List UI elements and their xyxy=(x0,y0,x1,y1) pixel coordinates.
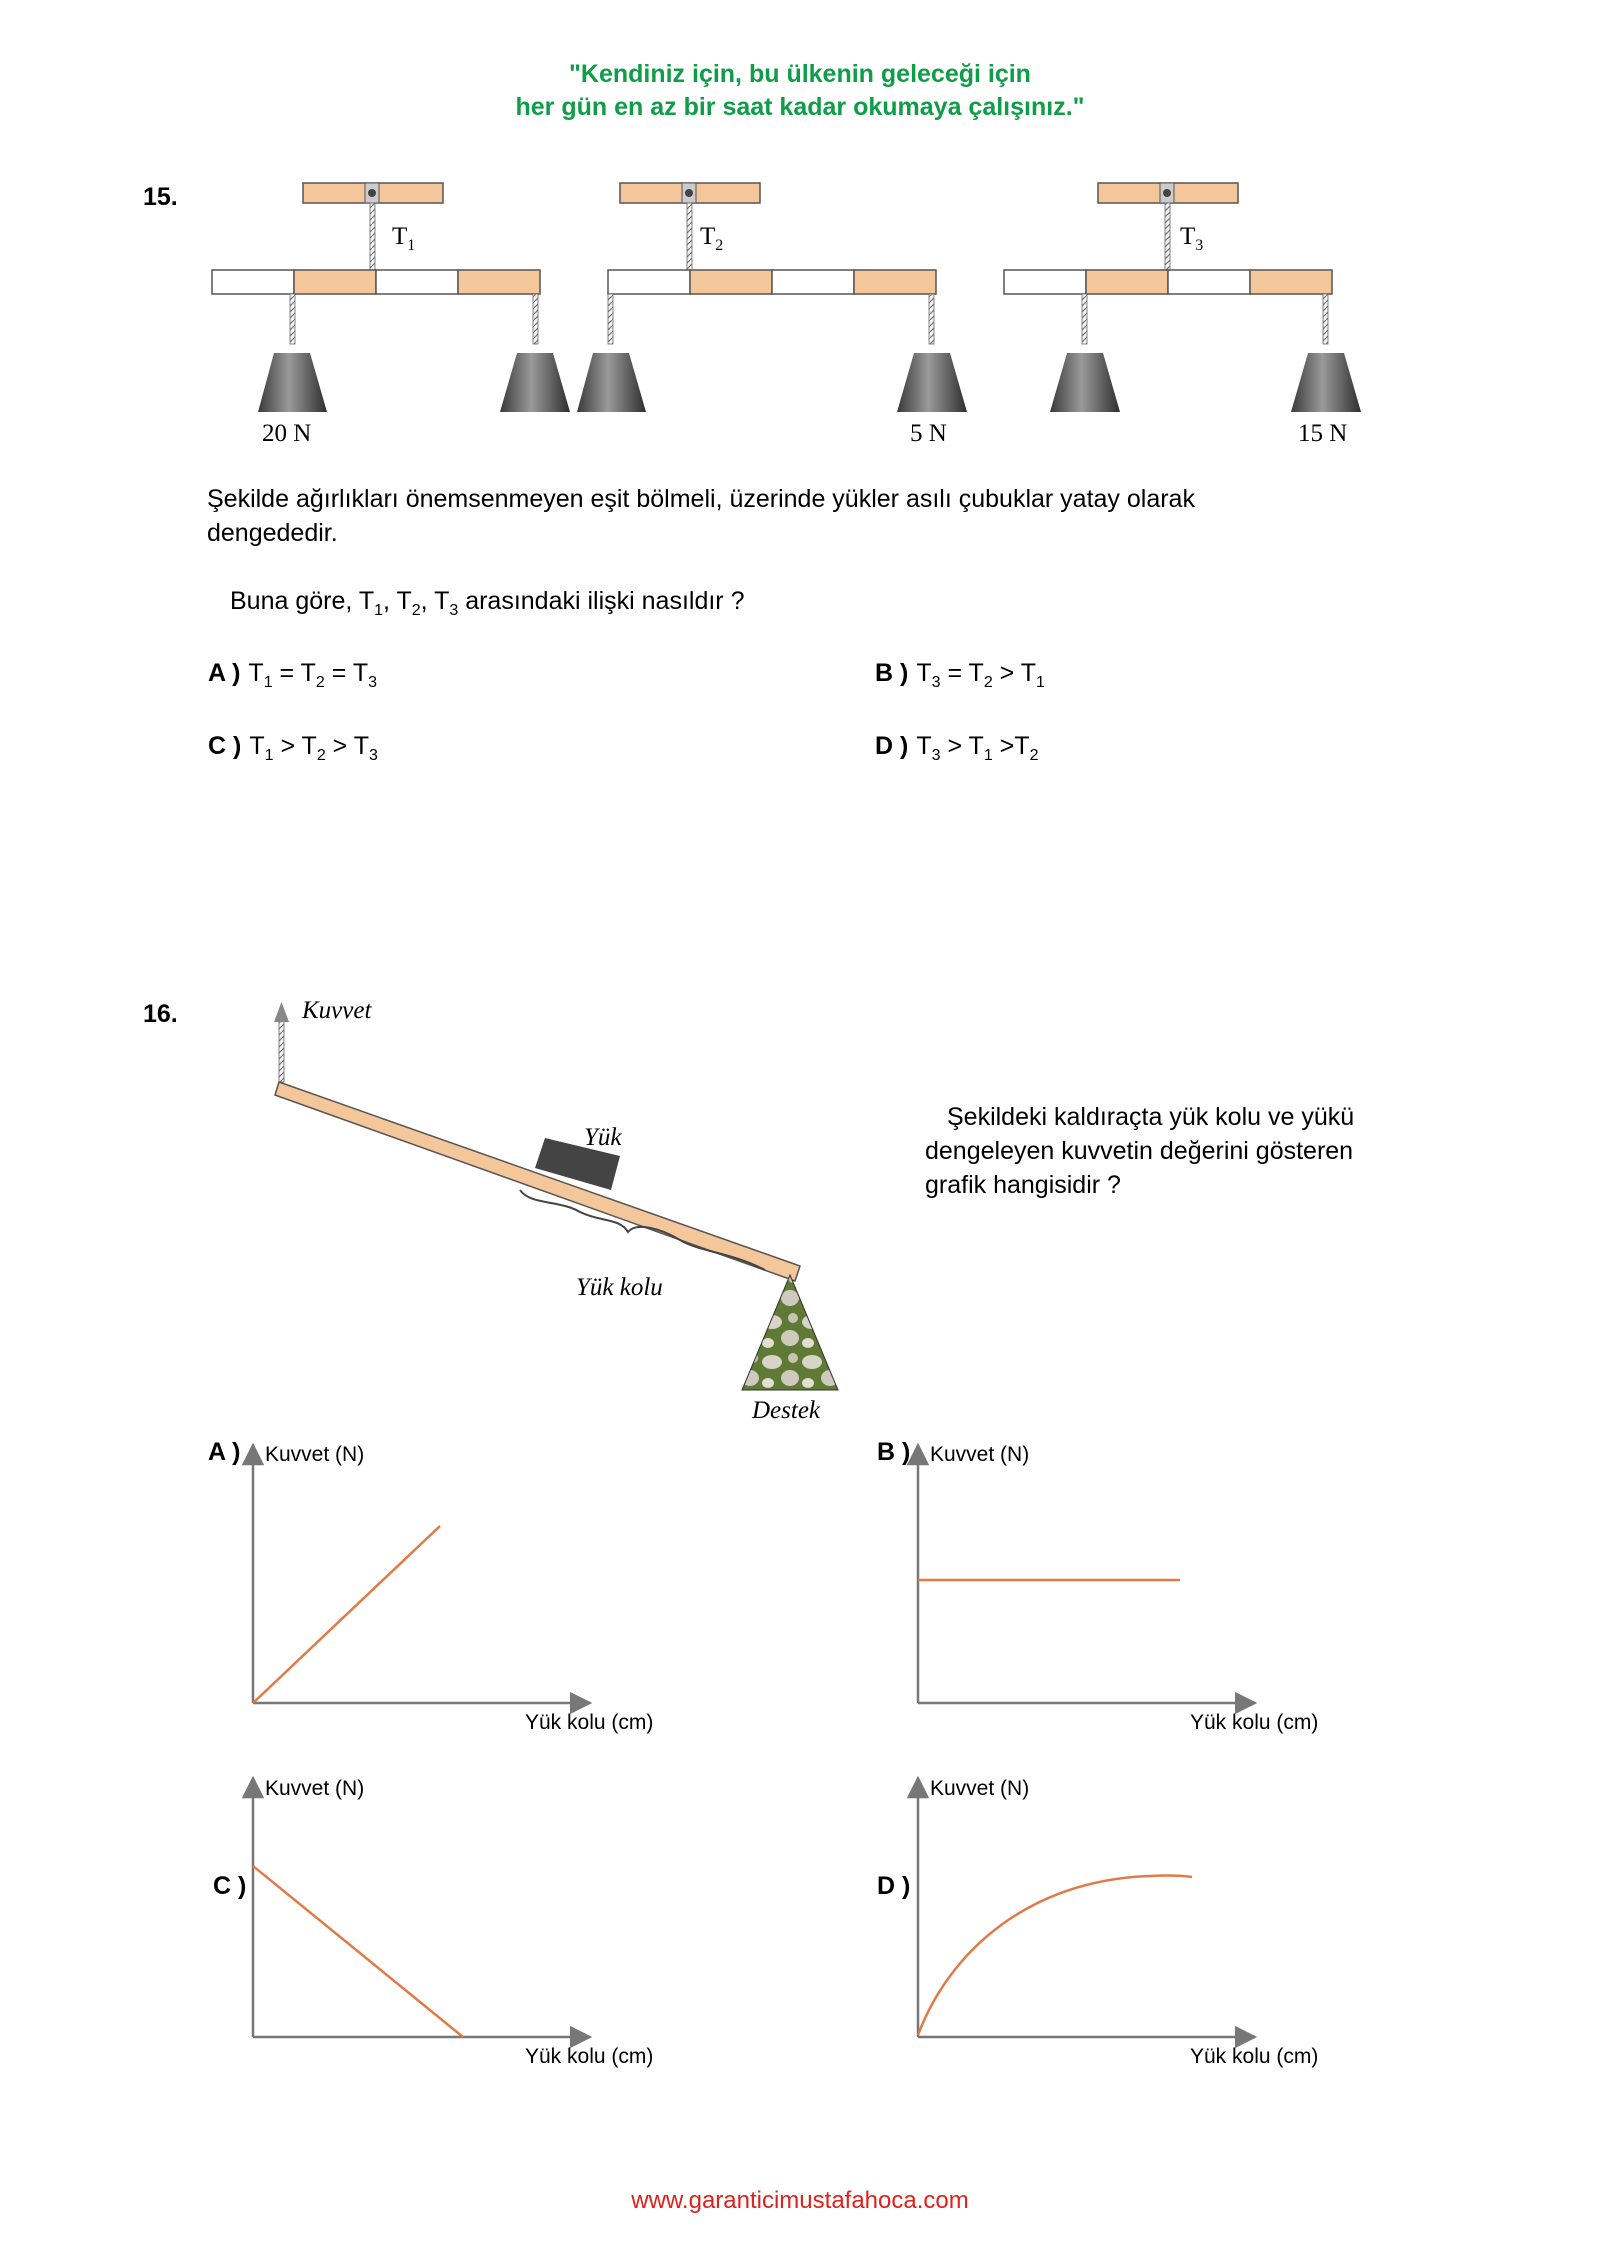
graph-c xyxy=(253,1778,590,2037)
weight-2a xyxy=(577,353,646,412)
lever-bar xyxy=(275,1082,800,1281)
q16-graphs xyxy=(0,1420,1600,2080)
label-force: Kuvvet xyxy=(302,997,372,1024)
question-16-number: 16. xyxy=(143,1000,178,1028)
lever-system-1 xyxy=(212,183,570,412)
graph-b-ylabel: Kuvvet (N) xyxy=(930,1443,1030,1466)
graph-a-xlabel: Yük kolu (cm) xyxy=(525,1711,654,1734)
header-quote xyxy=(0,58,1600,124)
label-weight-15n: 15 N xyxy=(1298,420,1348,447)
graph-d-ylabel: Kuvvet (N) xyxy=(930,1777,1030,1800)
q16-option-a[interactable]: A ) xyxy=(208,1438,241,1466)
q16-option-b[interactable]: B ) xyxy=(877,1438,911,1466)
q15-figure xyxy=(0,170,1600,460)
lever-system-3 xyxy=(1004,183,1361,412)
weight-15n xyxy=(1291,353,1361,412)
graph-a-line xyxy=(253,1526,440,1703)
question-15-number: 15. xyxy=(143,183,178,211)
q15-option-c[interactable]: C ) $T_1 > T_2 > T_3$ xyxy=(208,732,378,764)
q16-text-line-3: grafik hangisidir ? xyxy=(925,1171,1121,1199)
graph-b xyxy=(918,1445,1255,1703)
weight-5n xyxy=(897,353,967,412)
weight-1a xyxy=(500,353,570,412)
q15-question: Buna göre, $T_1$, $T_2$, $T_3$ arasındaki ilişki nasıldır ? xyxy=(230,587,745,619)
label-weight-20n: 20 N xyxy=(262,420,312,447)
weight-20n xyxy=(258,353,327,412)
graph-c-line xyxy=(253,1866,463,2037)
graph-d xyxy=(918,1778,1255,2037)
quote-line-1: "Kendiniz için, bu ülkenin geleceği için xyxy=(569,60,1031,88)
label-t2: $T_2$ xyxy=(700,223,724,254)
graph-c-xlabel: Yük kolu (cm) xyxy=(525,2045,654,2068)
force-arrow xyxy=(274,1002,289,1022)
force-rope xyxy=(279,1020,284,1082)
q15-option-d[interactable]: D ) $T_3 > T_1 >T_2$ xyxy=(875,732,1039,764)
label-t1: $T_1$ xyxy=(392,223,416,254)
q16-lever-figure xyxy=(0,990,900,1410)
q15-option-b[interactable]: B ) $T_3 = T_2 > T_1$ xyxy=(875,659,1045,691)
q15-option-a[interactable]: A ) $T_1 = T_2 = T_3$ xyxy=(208,659,378,691)
q16-text xyxy=(925,1100,1354,1202)
label-weight-5n: 5 N xyxy=(910,420,947,447)
footer-url[interactable]: www.garanticimustafahoca.com xyxy=(631,2187,969,2214)
q16-option-d[interactable]: D ) xyxy=(877,1872,911,1900)
graph-a-ylabel: Kuvvet (N) xyxy=(265,1443,365,1466)
q16-text-line-2: dengeleyen kuvvetin değerini gösteren xyxy=(925,1137,1354,1165)
graph-b-xlabel: Yük kolu (cm) xyxy=(1190,1711,1319,1734)
lever-system-2 xyxy=(577,183,967,412)
quote-line-2: her gün en az bir saat kadar okumaya çalışınız." xyxy=(515,93,1085,121)
graph-c-ylabel: Kuvvet (N) xyxy=(265,1777,365,1800)
load-arm-brace xyxy=(520,1190,765,1270)
q15-text-line-2: dengededir. xyxy=(207,519,338,547)
q16-option-c[interactable]: C ) xyxy=(213,1872,247,1900)
label-load-arm: Yük kolu xyxy=(576,1274,663,1301)
graph-d-curve xyxy=(918,1876,1192,2035)
label-t3: $T_3$ xyxy=(1180,223,1204,254)
label-load: Yük xyxy=(584,1124,622,1151)
q16-text-line-1: Şekildeki kaldıraçta yük kolu ve yükü xyxy=(947,1103,1355,1131)
graph-a xyxy=(253,1445,590,1703)
support-rock xyxy=(742,1275,838,1390)
weight-3a xyxy=(1050,353,1120,412)
q15-text-line-1: Şekilde ağırlıkları önemsenmeyen eşit bölmeli, üzerinde yükler asılı çubuklar yatay olarak xyxy=(207,485,1195,513)
graph-d-xlabel: Yük kolu (cm) xyxy=(1190,2045,1319,2068)
label-support: Destek xyxy=(752,1397,821,1424)
